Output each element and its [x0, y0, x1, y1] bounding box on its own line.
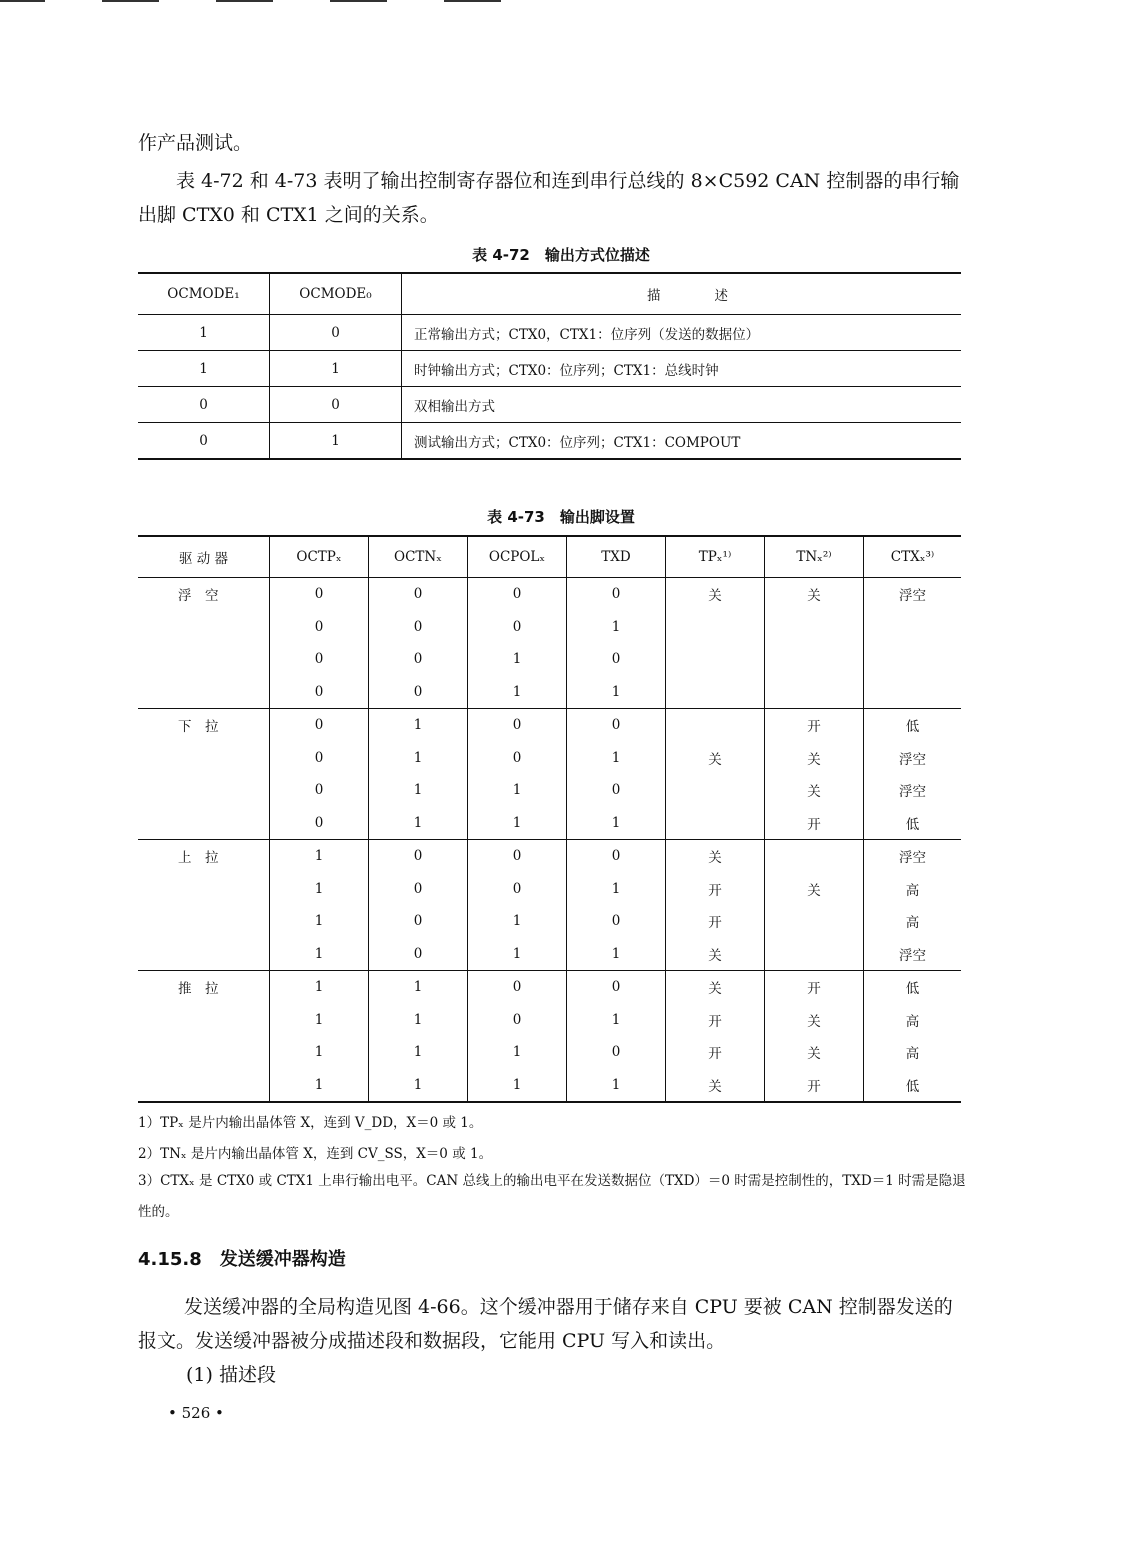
- cell: 关: [666, 742, 765, 775]
- table-row: [138, 423, 961, 460]
- cell: 0: [468, 742, 567, 775]
- cell: 0: [567, 1036, 666, 1069]
- table-row: [138, 1004, 961, 1037]
- header-tp: TPₓ¹⁾: [666, 536, 765, 578]
- header-ocmode1: OCMODE₁: [138, 273, 270, 315]
- cell: 1: [270, 423, 402, 460]
- cell: 高: [905, 882, 920, 899]
- cell: 关: [765, 578, 864, 611]
- cell: 0: [567, 905, 666, 938]
- cell: [864, 643, 962, 676]
- cell: [138, 643, 270, 676]
- cell: [765, 676, 864, 709]
- cell: [138, 905, 270, 938]
- top-edge-mark: [330, 0, 387, 2]
- cell: 开: [666, 1036, 765, 1069]
- cell: [765, 643, 864, 676]
- cell: 0: [468, 709, 567, 742]
- header-driver: 驱 动 器: [138, 536, 270, 578]
- table-row: [138, 971, 961, 1004]
- cell: [765, 938, 864, 971]
- cell: 1: [567, 938, 666, 971]
- page-number: • 526 •: [168, 1404, 224, 1422]
- cell: 浮空: [899, 751, 926, 768]
- table-row: [138, 351, 961, 387]
- table-row: [138, 742, 961, 775]
- cell: 双相输出方式: [402, 387, 962, 423]
- table-row: [138, 643, 961, 676]
- cell: 1: [567, 676, 666, 709]
- cell: 0: [369, 840, 468, 873]
- cell: 测试输出方式；CTX0：位序列；CTX1：COMPOUT: [414, 434, 741, 451]
- table-row: [138, 1069, 961, 1103]
- cell: 1: [270, 971, 369, 1004]
- cell: 关: [666, 840, 765, 873]
- cell: 1: [369, 1036, 468, 1069]
- section-number: 4.15.8: [138, 1249, 202, 1270]
- cell: 0: [468, 578, 567, 611]
- cell: 高: [905, 1046, 920, 1063]
- table-header-row: [138, 273, 961, 315]
- cell: 1: [468, 676, 567, 709]
- cell: [138, 938, 270, 971]
- cell: 关: [765, 774, 864, 807]
- cell: 1: [270, 840, 369, 873]
- table-row: [138, 611, 961, 644]
- cell: 浮 空: [138, 578, 270, 611]
- cell: 开: [666, 873, 765, 906]
- footnote-2: 2）TNₓ 是片内输出晶体管 X，连到 CV_SS，X＝0 或 1。: [138, 1146, 493, 1162]
- cell: 低: [905, 719, 920, 736]
- cell: 1: [369, 1004, 468, 1037]
- cell: 0: [270, 676, 369, 709]
- cell: [666, 774, 765, 807]
- cell: [138, 807, 270, 840]
- cell: [765, 840, 864, 873]
- cell: 0: [369, 873, 468, 906]
- cell: 1: [138, 315, 270, 351]
- header-octn: OCTNₓ: [369, 536, 468, 578]
- cell: 上 拉: [138, 840, 270, 873]
- cell: 1: [567, 873, 666, 906]
- table-row: [138, 1036, 961, 1069]
- cell: 时钟输出方式；CTX0：位序列；CTX1：总线时钟: [402, 351, 962, 387]
- cell: 1: [468, 938, 567, 971]
- cell: 1: [270, 905, 369, 938]
- cell: 浮空: [864, 938, 962, 971]
- cell: 1: [468, 807, 567, 840]
- cell: 0: [270, 643, 369, 676]
- cell: 1: [369, 807, 468, 840]
- paragraph-tables-relation: 表 4-72 和 4-73 表明了输出控制寄存器位和连到串行总线的 8×C592 CAN 控制器的串行输出脚 CTX0 和 CTX1 之间的关系。: [138, 170, 960, 226]
- cell: 1: [468, 1069, 567, 1103]
- cell: 开: [666, 1004, 765, 1037]
- cell: 0: [369, 643, 468, 676]
- paragraph-buffer-structure: 发送缓冲器的全局构造见图 4-66。这个缓冲器用于储存来自 CPU 要被 CAN 控制器发送的报文。发送缓冲器被分成描述段和数据段，它能用 CPU 写入和读出。: [138, 1296, 953, 1352]
- cell: 0: [270, 578, 369, 611]
- cell: 0: [567, 774, 666, 807]
- section-title: 发送缓冲器构造: [219, 1249, 346, 1270]
- cell: 0: [138, 423, 270, 460]
- footnote-1: 1）TPₓ 是片内输出晶体管 X，连到 V_DD，X＝0 或 1。: [138, 1115, 483, 1131]
- cell: [666, 643, 765, 676]
- cell: 1: [567, 742, 666, 775]
- cell: 1: [567, 611, 666, 644]
- cell: 0: [468, 873, 567, 906]
- cell: 1: [369, 709, 468, 742]
- cell: 低: [905, 981, 920, 998]
- cell: 关: [765, 1036, 864, 1069]
- paragraph-description-section: (1) 描述段: [186, 1364, 276, 1386]
- cell: 开: [765, 1069, 864, 1103]
- cell: 0: [468, 611, 567, 644]
- table-row: [138, 905, 961, 938]
- cell: 关: [765, 1004, 864, 1037]
- cell: 0: [468, 971, 567, 1004]
- cell: 0: [270, 807, 369, 840]
- cell: 开: [765, 709, 864, 742]
- header-description: 描 述: [402, 273, 962, 315]
- cell: 1: [567, 1069, 666, 1103]
- cell: 1: [468, 1036, 567, 1069]
- table-row: [138, 387, 961, 423]
- cell: 0: [369, 905, 468, 938]
- cell: [864, 611, 962, 644]
- header-octp: OCTPₓ: [270, 536, 369, 578]
- cell: 推 拉: [138, 971, 270, 1004]
- cell: [138, 873, 270, 906]
- cell: 1: [270, 938, 369, 971]
- cell: [765, 611, 864, 644]
- cell: 高: [905, 1013, 920, 1030]
- cell: 0: [270, 774, 369, 807]
- footnote-3: 3）CTXₓ 是 CTX0 或 CTX1 上串行输出电平。CAN 总线上的输出电平在发送数据位（TXD）＝0 时需是控制性的，TXD＝1 时需是隐退性的。: [138, 1173, 966, 1220]
- table-row: [138, 873, 961, 906]
- table-row: [138, 578, 961, 611]
- cell: 1: [270, 1036, 369, 1069]
- cell: 开: [765, 971, 864, 1004]
- table-row: [138, 938, 961, 971]
- cell: 1: [369, 1069, 468, 1103]
- cell: 关: [666, 971, 765, 1004]
- cell: 1: [567, 807, 666, 840]
- cell: 低: [864, 807, 962, 840]
- cell: 0: [567, 971, 666, 1004]
- table-row: [138, 807, 961, 840]
- cell: 0: [270, 709, 369, 742]
- top-edge-mark: [216, 0, 273, 2]
- cell: 1: [369, 742, 468, 775]
- table-row: [138, 709, 961, 742]
- cell: 0: [567, 709, 666, 742]
- output-pin-config-table: [138, 535, 961, 1103]
- header-ctx: CTXₓ³⁾: [864, 536, 962, 578]
- cell: 0: [369, 676, 468, 709]
- section-heading: [138, 1245, 364, 1271]
- cell: 浮空: [899, 784, 926, 801]
- cell: 1: [567, 1004, 666, 1037]
- cell: [765, 905, 864, 938]
- table-row: [138, 840, 961, 873]
- cell: 1: [468, 774, 567, 807]
- cell: 关: [765, 873, 864, 906]
- cell: 0: [270, 611, 369, 644]
- cell: 正常输出方式；CTX0，CTX1：位序列（发送的数据位）: [402, 315, 962, 351]
- table-row: [138, 774, 961, 807]
- cell: [666, 676, 765, 709]
- header-ocmode0: OCMODE₀: [270, 273, 402, 315]
- header-tn: TNₓ²⁾: [765, 536, 864, 578]
- table-row: [138, 676, 961, 709]
- cell: 关: [666, 1069, 765, 1103]
- cell: [138, 742, 270, 775]
- cell: [864, 676, 962, 709]
- cell: 高: [905, 915, 920, 932]
- cell: 0: [270, 387, 402, 423]
- cell: 1: [369, 774, 468, 807]
- cell: 开: [765, 807, 864, 840]
- table-row: [138, 315, 961, 351]
- cell: [666, 709, 765, 742]
- cell: 0: [468, 1004, 567, 1037]
- top-edge-mark: [0, 0, 45, 2]
- cell: 浮空: [899, 588, 926, 605]
- cell: 0: [468, 840, 567, 873]
- cell: 0: [270, 315, 402, 351]
- cell: 关: [666, 578, 765, 611]
- cell: 1: [270, 1004, 369, 1037]
- table-header-row: [138, 536, 961, 578]
- top-edge-mark: [444, 0, 501, 2]
- cell: [666, 611, 765, 644]
- paragraph-intro: 作产品测试。: [138, 132, 253, 154]
- cell: 下 拉: [138, 709, 270, 742]
- cell: 1: [369, 971, 468, 1004]
- cell: 关: [765, 742, 864, 775]
- cell: [138, 1036, 270, 1069]
- output-mode-table: [138, 272, 961, 460]
- cell: 1: [138, 351, 270, 387]
- cell: [138, 1004, 270, 1037]
- cell: 关: [666, 938, 765, 971]
- cell: [138, 611, 270, 644]
- cell: 1: [468, 905, 567, 938]
- cell: [666, 807, 765, 840]
- cell: [138, 774, 270, 807]
- cell: 1: [270, 351, 402, 387]
- cell: 1: [468, 643, 567, 676]
- cell: 0: [369, 938, 468, 971]
- cell: 0: [270, 742, 369, 775]
- cell: 1: [270, 873, 369, 906]
- cell: 0: [369, 611, 468, 644]
- header-txd: TXD: [567, 536, 666, 578]
- cell: 低: [905, 1078, 920, 1095]
- header-ocpol: OCPOLₓ: [468, 536, 567, 578]
- cell: 0: [369, 578, 468, 611]
- cell: [138, 676, 270, 709]
- cell: 0: [138, 387, 270, 423]
- table1-caption: 表 4-72 输出方式位描述: [472, 246, 650, 264]
- cell: 1: [270, 1069, 369, 1103]
- cell: 0: [567, 643, 666, 676]
- top-edge-mark: [102, 0, 159, 2]
- cell: 0: [567, 840, 666, 873]
- cell: 开: [666, 905, 765, 938]
- cell: 0: [567, 578, 666, 611]
- cell: [138, 1069, 270, 1103]
- table2-caption: 表 4-73 输出脚设置: [487, 508, 635, 526]
- cell: 浮空: [899, 850, 926, 867]
